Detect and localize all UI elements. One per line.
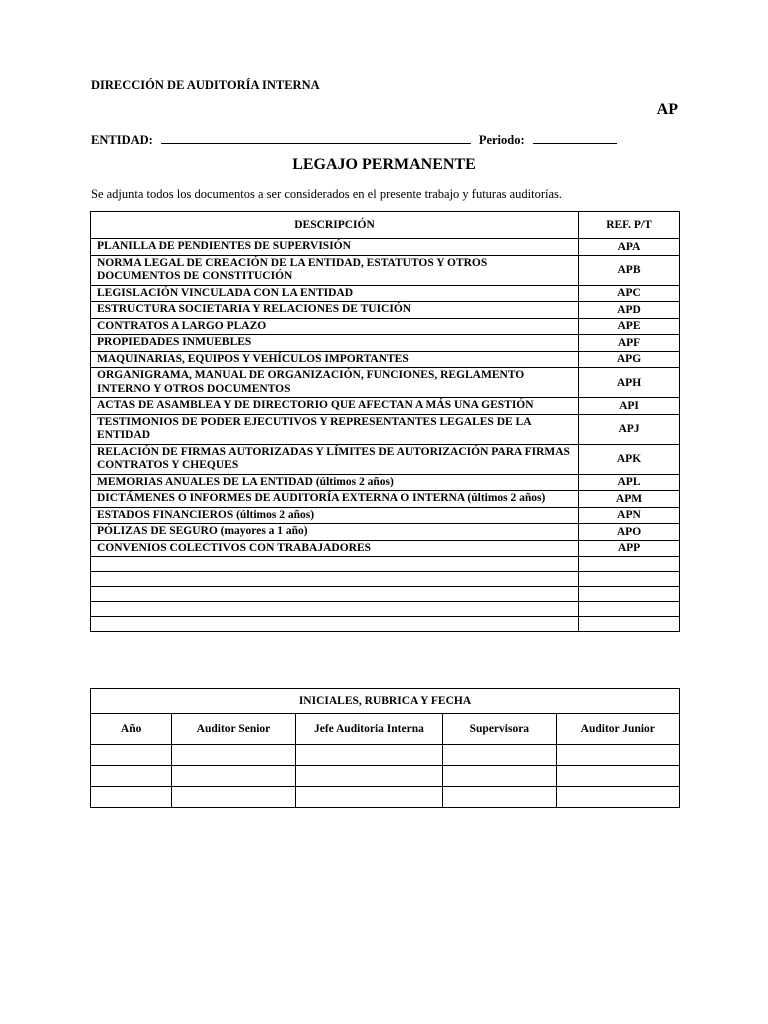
table-row	[91, 318, 680, 335]
row-reference: APA	[579, 239, 680, 256]
signoff-caption-row	[91, 689, 680, 714]
empty-cell[interactable]	[579, 572, 680, 587]
empty-cell[interactable]	[579, 587, 680, 602]
table-row	[91, 524, 680, 541]
entity-period-line	[91, 131, 617, 148]
row-reference: APO	[579, 524, 680, 541]
table-row	[91, 540, 680, 557]
row-description: RELACIÓN DE FIRMAS AUTORIZADAS Y LÍMITES DE AUTORIZACIÓN PARA FIRMAS CONTRATOS Y CHEQUES	[91, 444, 579, 474]
row-reference: APK	[579, 444, 680, 474]
row-reference: APN	[579, 507, 680, 524]
table-row	[91, 255, 680, 285]
empty-cell[interactable]	[91, 617, 579, 632]
row-reference: APE	[579, 318, 680, 335]
period-label: Periodo:	[478, 133, 525, 147]
signoff-cell[interactable]	[295, 766, 443, 787]
signoff-columns-row	[91, 714, 680, 745]
row-description: ESTRUCTURA SOCIETARIA Y RELACIONES DE TUICIÓN	[91, 302, 579, 319]
empty-row	[91, 587, 680, 602]
senior-auditor-column: Auditor Senior	[172, 714, 295, 745]
row-description: ACTAS DE ASAMBLEA Y DE DIRECTORIO QUE AFECTAN A MÁS UNA GESTIÓN	[91, 398, 579, 415]
table-row	[91, 351, 680, 368]
department-title: DIRECCIÓN DE AUDITORÍA INTERNA	[91, 78, 320, 92]
empty-cell[interactable]	[91, 572, 579, 587]
table-row	[91, 491, 680, 508]
row-reference: APF	[579, 335, 680, 352]
signoff-cell[interactable]	[556, 787, 679, 808]
signoff-cell[interactable]	[443, 745, 556, 766]
table-row	[91, 398, 680, 415]
table-row	[91, 239, 680, 256]
row-reference: APC	[579, 285, 680, 302]
table-row	[91, 368, 680, 398]
table-row	[91, 474, 680, 491]
signoff-cell[interactable]	[295, 745, 443, 766]
row-reference: APD	[579, 302, 680, 319]
table-row	[91, 444, 680, 474]
intro-note: Se adjunta todos los documentos a ser considerados en el presente trabajo y futuras auditorías.	[91, 187, 563, 201]
entity-blank-field[interactable]	[161, 131, 471, 144]
signoff-cell[interactable]	[91, 787, 172, 808]
row-description: NORMA LEGAL DE CREACIÓN DE LA ENTIDAD, ESTATUTOS Y OTROS DOCUMENTOS DE CONSTITUCIÓN	[91, 255, 579, 285]
row-description: DICTÁMENES O INFORMES DE AUDITORÍA EXTERNA O INTERNA (últimos 2 años)	[91, 491, 579, 508]
signoff-row	[91, 787, 680, 808]
row-description: ORGANIGRAMA, MANUAL DE ORGANIZACIÓN, FUNCIONES, REGLAMENTO INTERNO Y OTROS DOCUMENTOS	[91, 368, 579, 398]
signoff-cell[interactable]	[91, 766, 172, 787]
form-code: AP	[656, 101, 678, 118]
row-description: CONVENIOS COLECTIVOS CON TRABAJADORES	[91, 540, 579, 557]
empty-cell[interactable]	[91, 557, 579, 572]
internal-audit-head-column: Jefe Auditoria Interna	[295, 714, 443, 745]
signoff-cell[interactable]	[556, 766, 679, 787]
row-reference: APG	[579, 351, 680, 368]
empty-row	[91, 602, 680, 617]
row-reference: APB	[579, 255, 680, 285]
row-description: LEGISLACIÓN VINCULADA CON LA ENTIDAD	[91, 285, 579, 302]
document-index-table	[90, 211, 680, 632]
page-title: LEGAJO PERMANENTE	[292, 156, 476, 173]
signoff-table	[90, 688, 680, 808]
row-description: PÓLIZAS DE SEGURO (mayores a 1 año)	[91, 524, 579, 541]
signoff-row	[91, 745, 680, 766]
row-description: ESTADOS FINANCIEROS (últimos 2 años)	[91, 507, 579, 524]
year-column: Año	[91, 714, 172, 745]
table-row	[91, 302, 680, 319]
document-index-body	[91, 239, 680, 632]
row-description: TESTIMONIOS DE PODER EJECUTIVOS Y REPRESENTANTES LEGALES DE LA ENTIDAD	[91, 414, 579, 444]
signoff-body	[91, 745, 680, 808]
empty-row	[91, 572, 680, 587]
table-row	[91, 285, 680, 302]
row-reference: APH	[579, 368, 680, 398]
empty-cell[interactable]	[579, 602, 680, 617]
empty-row	[91, 617, 680, 632]
table-row	[91, 507, 680, 524]
signoff-cell[interactable]	[172, 787, 295, 808]
empty-cell[interactable]	[579, 617, 680, 632]
description-header: DESCRIPCIÓN	[91, 212, 579, 239]
row-description: CONTRATOS A LARGO PLAZO	[91, 318, 579, 335]
row-description: MAQUINARIAS, EQUIPOS Y VEHÍCULOS IMPORTANTES	[91, 351, 579, 368]
empty-cell[interactable]	[91, 587, 579, 602]
row-reference: APP	[579, 540, 680, 557]
row-reference: APL	[579, 474, 680, 491]
table-header-row	[91, 212, 680, 239]
empty-cell[interactable]	[579, 557, 680, 572]
row-reference: APJ	[579, 414, 680, 444]
signoff-cell[interactable]	[556, 745, 679, 766]
row-reference: APM	[579, 491, 680, 508]
signoff-cell[interactable]	[172, 766, 295, 787]
signoff-cell[interactable]	[91, 745, 172, 766]
period-blank-field[interactable]	[533, 131, 617, 144]
row-description: MEMORIAS ANUALES DE LA ENTIDAD (últimos 2 años)	[91, 474, 579, 491]
signoff-cell[interactable]	[443, 766, 556, 787]
supervisor-column: Supervisora	[443, 714, 556, 745]
reference-header: REF. P/T	[579, 212, 680, 239]
signoff-row	[91, 766, 680, 787]
row-reference: API	[579, 398, 680, 415]
empty-row	[91, 557, 680, 572]
table-row	[91, 335, 680, 352]
entity-label: ENTIDAD:	[91, 133, 153, 147]
junior-auditor-column: Auditor Junior	[556, 714, 679, 745]
table-row	[91, 414, 680, 444]
row-description: PROPIEDADES INMUEBLES	[91, 335, 579, 352]
row-description: PLANILLA DE PENDIENTES DE SUPERVISIÓN	[91, 239, 579, 256]
signoff-cell[interactable]	[295, 787, 443, 808]
signoff-caption: INICIALES, RUBRICA Y FECHA	[91, 689, 680, 714]
signoff-cell[interactable]	[443, 787, 556, 808]
empty-cell[interactable]	[91, 602, 579, 617]
signoff-cell[interactable]	[172, 745, 295, 766]
